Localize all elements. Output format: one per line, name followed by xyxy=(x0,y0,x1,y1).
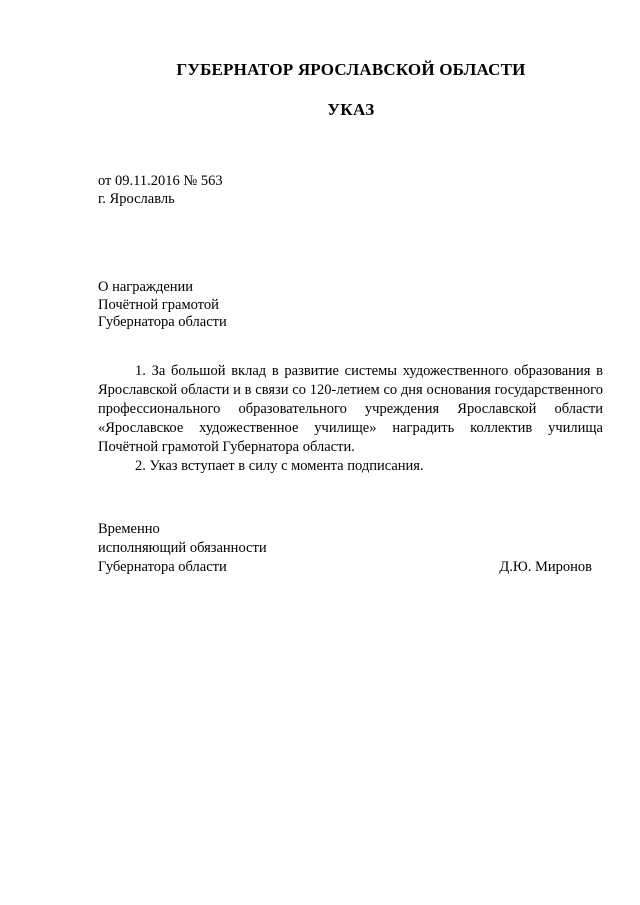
subject-line: Почётной грамотой xyxy=(98,296,219,313)
document-meta xyxy=(98,173,223,208)
body-paragraph: 1. За большой вклад в развитие системы художественного образования в Ярославской области и в связи со 120-летием со дня основания государственного профессионального образовательного учреждения Ярославской области «Ярославское художественное училище» наградить коллектив училища Почётной грамотой Губернатора области. xyxy=(98,363,603,455)
signatory-title-line: исполняющий обязанности xyxy=(98,540,267,556)
subject-line: Губернатора области xyxy=(98,314,227,330)
signatory-title-line: Губернатора области xyxy=(98,559,227,575)
document-type: УКАЗ xyxy=(327,100,375,119)
document-subject xyxy=(98,279,227,332)
signature-block xyxy=(98,520,592,577)
signatory-row xyxy=(98,558,592,577)
signatory-title-line: Временно xyxy=(98,521,160,537)
subject-line: О награждении xyxy=(98,279,194,295)
date-and-number: от 09.11.2016 № 563 xyxy=(98,173,223,189)
body-paragraph: 2. Указ вступает в силу с момента подписания. xyxy=(135,458,424,474)
signatory-name: Д.Ю. Миронов xyxy=(499,559,592,575)
city: г. Ярославль xyxy=(98,190,175,207)
issuing-authority: ГУБЕРНАТОР ЯРОСЛАВСКОЙ ОБЛАСТИ xyxy=(176,60,526,79)
document-body xyxy=(98,362,603,476)
